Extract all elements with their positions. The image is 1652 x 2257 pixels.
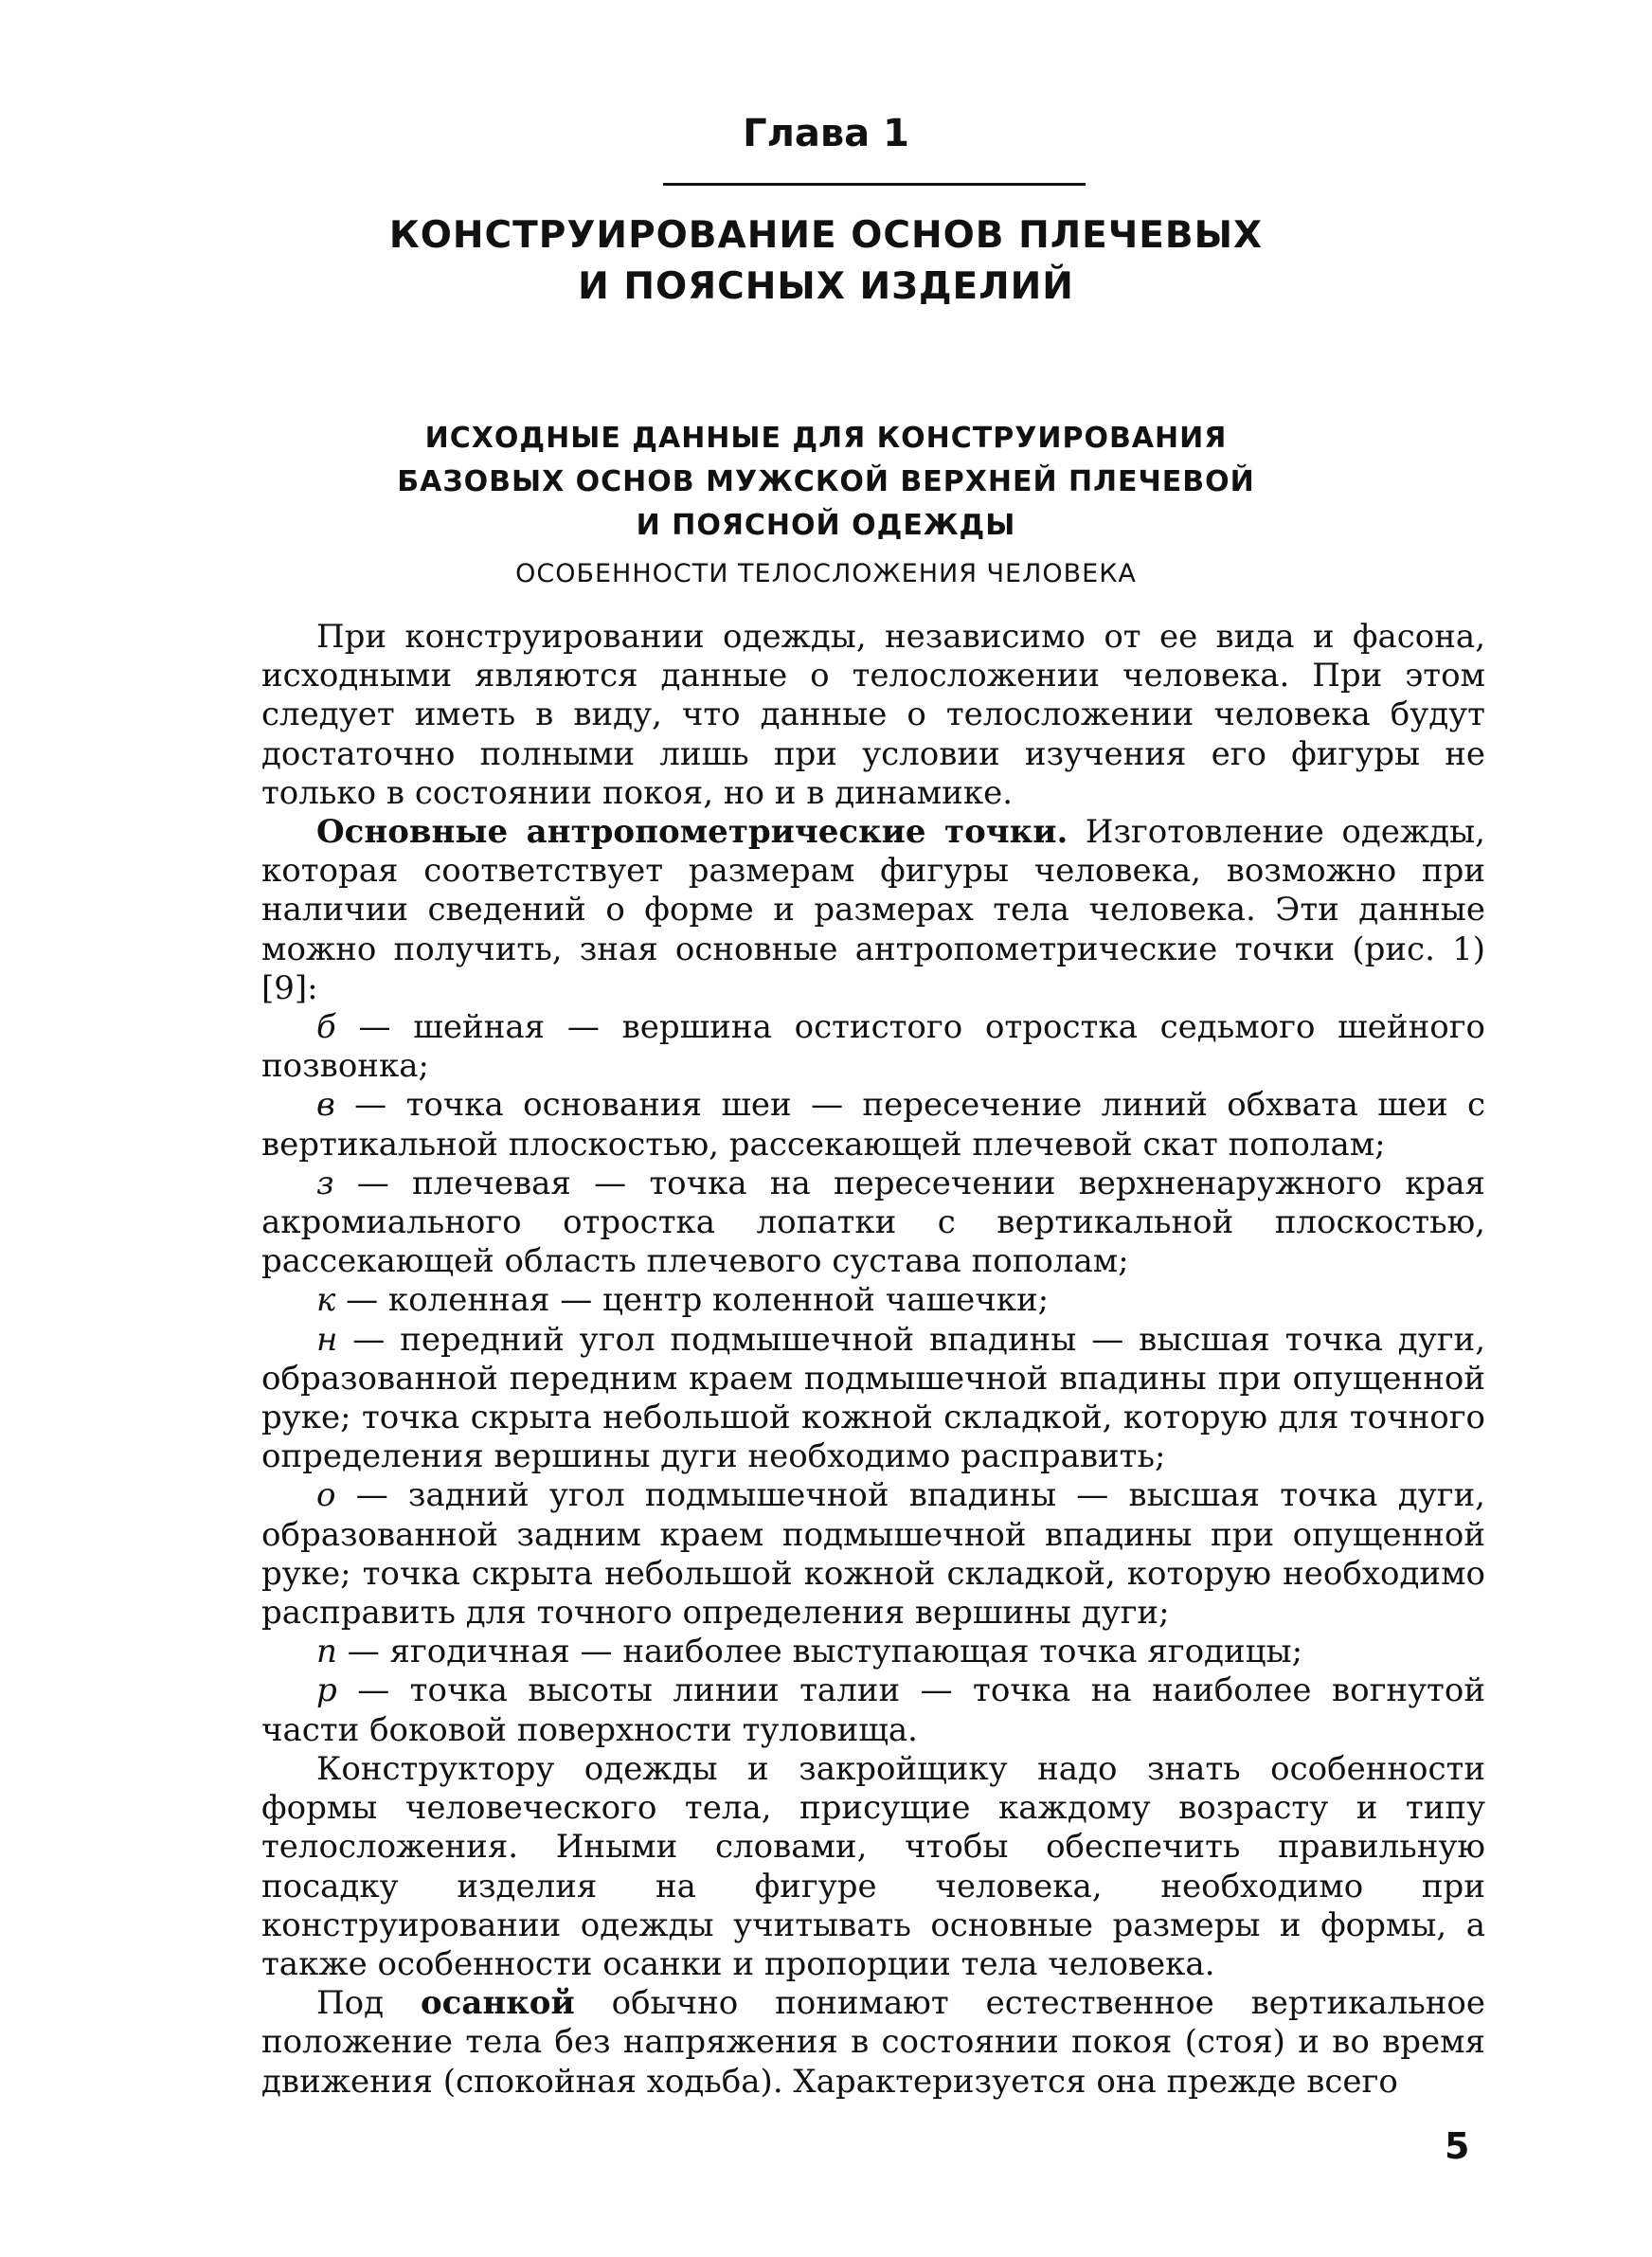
chapter-label: Глава 1 (743, 112, 909, 155)
page-number: 5 (1445, 2125, 1470, 2167)
chapter-title-line: КОНСТРУИРОВАНИЕ ОСНОВ ПЛЕЧЕВЫХ (388, 214, 1264, 257)
point-letter: о (316, 1476, 336, 1515)
point-item (261, 1008, 1485, 1086)
point-letter: в (316, 1086, 335, 1125)
point-item (261, 1633, 1485, 1671)
point-letter: п (316, 1633, 337, 1671)
paragraph-text: обычно понимают естественное вертикальное положение тела без напряжения в состоянии покоя (стоя) и во время движения (спокойная ходьба). Характеризуется она прежде всего (261, 1984, 1485, 2101)
point-letter: р (316, 1671, 337, 1710)
body-text (261, 618, 1485, 2102)
point-item (261, 1165, 1485, 1282)
chapter-title-line: И ПОЯСНЫХ ИЗДЕЛИЙ (578, 265, 1074, 308)
point-letter: к (316, 1281, 336, 1320)
point-text: — точка высоты линии талии — точка на наиболее вогнутой части боковой поверхности туловища. (261, 1671, 1485, 1749)
point-item (261, 1086, 1485, 1164)
paragraph-heading: Основные антропометрические точки. (316, 813, 1068, 852)
point-text: — шейная — вершина остистого отростка седьмого шейного позвонка; (261, 1008, 1485, 1086)
paragraph: При конструировании одежды, независимо от ее вида и фасона, исходными являются данные о телосложении человека. При этом следует иметь в виду, что данные о телосложении человека будут достаточно полными лишь при условии изучения его фигуры не только в состоянии покоя, но и в динамике. (261, 618, 1485, 812)
point-item (261, 1476, 1485, 1633)
paragraph (261, 813, 1485, 1008)
subsection-title: ОСОБЕННОСТИ ТЕЛОСЛОЖЕНИЯ ЧЕЛОВЕКА (515, 559, 1137, 588)
point-letter: н (316, 1320, 338, 1359)
point-item (261, 1281, 1485, 1320)
point-item (261, 1321, 1485, 1477)
section-title-line: И ПОЯСНОЙ ОДЕЖДЫ (636, 509, 1016, 542)
point-text: — передний угол подмышечной впадины — высшая точка дуги, образованной передним краем подмышечной впадины при опущенной руке; точка скрыта небольшой кожной складкой, которую для точного определения вершины дуги необходимо расправить; (261, 1320, 1485, 1476)
point-letter: з (316, 1164, 334, 1202)
point-item (261, 1671, 1485, 1749)
chapter-divider (663, 183, 1086, 186)
point-text: — коленная — центр коленной чашечки; (335, 1281, 1050, 1320)
section-title-line: БАЗОВЫХ ОСНОВ МУЖСКОЙ ВЕРХНЕЙ ПЛЕЧЕВОЙ (397, 465, 1255, 498)
point-text: — задний угол подмышечной впадины — высшая точка дуги, образованной задним краем подмышечной впадины при опущенной руке; точка скрыта небольшой кожной складкой, которую необходимо расправить для точного определения вершины дуги; (261, 1476, 1485, 1633)
section-title (0, 417, 1652, 548)
chapter-title (0, 210, 1652, 313)
paragraph: Конструктору одежды и закройщику надо знать особенности формы человеческого тела, присущие каждому возрасту и типу телосложения. Иными словами, чтобы обеспечить правильную посадку изделия на фигуре человека, необходимо при конструировании одежды учитывать основные размеры и формы, а также особенности осанки и пропорции тела человека. (261, 1749, 1485, 1983)
point-text: — точка основания шеи — пересечение линий обхвата шеи с вертикальной плоскостью, рассекающей плечевой скат пополам; (261, 1086, 1485, 1164)
paragraph-text: Изготовление одежды, которая соответствует размерам фигуры человека, возможно при наличии сведений о форме и размерах тела человека. Эти данные можно получить, зная основные антропометрические точки (рис. 1) [9]: (261, 813, 1485, 1007)
paragraph (261, 1984, 1485, 2102)
paragraph-text: Под (316, 1984, 421, 2023)
point-text: — плечевая — точка на пересечении верхненаружного края акромиального отростка лопатки с вертикальной плоскостью, рассекающей область плечевого сустава пополам; (261, 1164, 1485, 1281)
term-bold: осанкой (420, 1984, 575, 2023)
point-text: — ягодичная — наиболее выступающая точка ягодицы; (336, 1633, 1303, 1671)
point-letter: б (316, 1008, 336, 1047)
section-title-line: ИСХОДНЫЕ ДАННЫЕ ДЛЯ КОНСТРУИРОВАНИЯ (424, 422, 1228, 455)
